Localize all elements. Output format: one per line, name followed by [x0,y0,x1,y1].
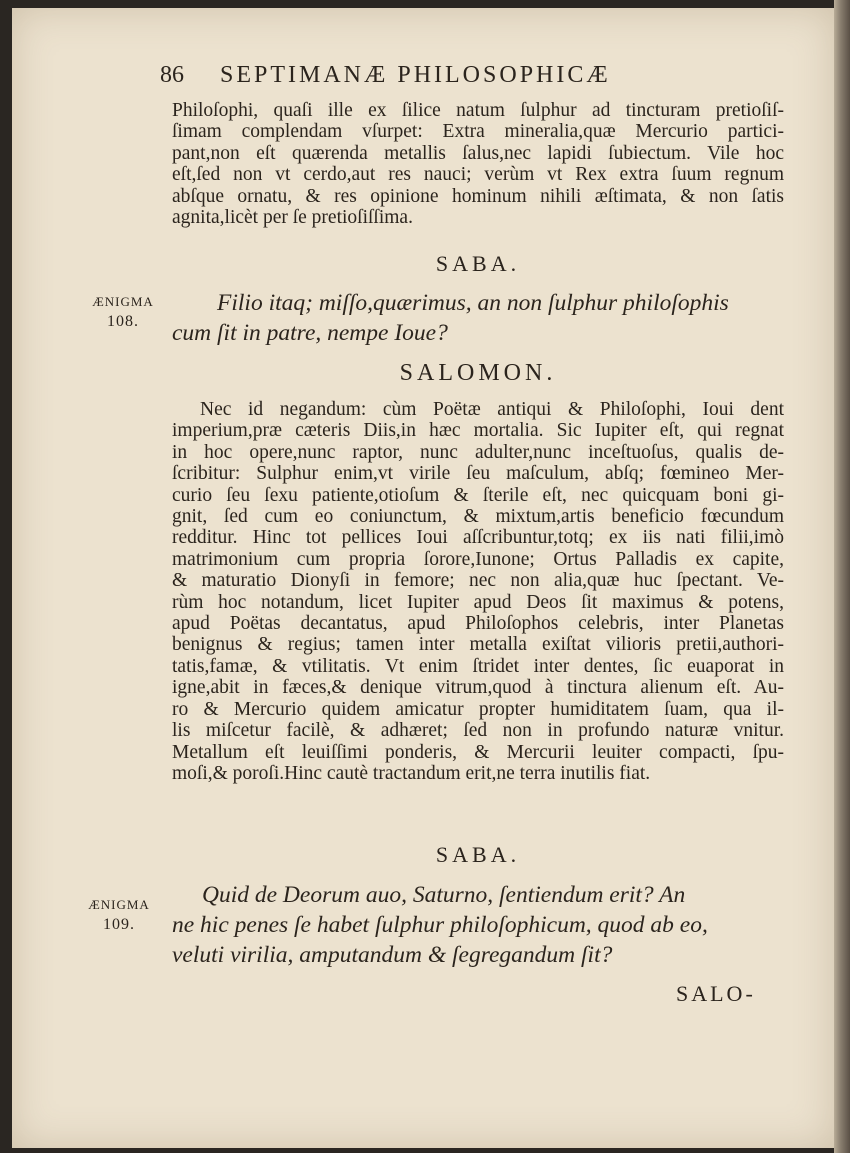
aenigma-number: 108. [107,313,139,330]
page-number: 86 [160,62,184,88]
text-line: redditur. Hinc tot pellices Ioui aſſcribuntur,totq; ex iis nati filii,imò [172,527,784,549]
text-line: benignus & regius; tamen inter metalla exiſtat vilioris pretii,authori- [172,634,784,656]
text-line: ro & Mercurio quidem amicatur propter humiditatem ſuam, qua il- [172,698,784,720]
text-line: curio ſeu ſexu patiente,otioſum & ſterile eſt, nec quicquam boni gi- [172,484,784,506]
text-line: & maturatio Dionyſi in femore; nec non alia,quæ huc ſpectant. Ve- [172,570,784,592]
text-line: apud Poëtas decantatus, apud Philoſophos celebris, inter Planetas [172,613,784,635]
text-line: in hoc opere,nunc raptor, nunc adulter,nunc inceſtuoſus, qualis de- [172,441,784,463]
question-line: Filio itaq; miſſo,quærimus, an non ſulphur philoſophis [217,290,729,316]
question-109 [172,880,784,970]
speaker-salomon: SALOMON. [399,360,557,386]
text-line: pant,non eſt quærenda metallis ſalus,nec lapidi ſubiectum. Vile hoc [172,142,784,164]
text-line: gnit, ſed cum eo coniunctum, & mixtum,artis beneficio fœcundum [172,506,784,528]
running-header [160,62,680,89]
text-line: moſi,& poroſi.Hinc cautè tractandum erit,ne terra inutilis fiat. [172,762,651,784]
text-line: agnita,licèt per ſe pretioſiſſima. [172,207,413,229]
aenigma-109-label [74,895,164,935]
text-line: matrimonium cum propria ſorore,Iunone; Ortus Palladis ex capite, [172,548,784,570]
text-line: ſcribitur: Sulphur enim,vt virile ſeu maſculum, abſq; fœmineo Mer- [172,463,784,485]
catchword: SALO- [676,981,756,1006]
text-line: Metallum eſt leuiſſimi ponderis, & Mercurii leuiter compacti, ſpu- [172,741,784,763]
text-line: Philoſophi, quaſi ille ex ſilice natum ſulphur ad tincturam pretioſiſ- [172,100,784,121]
aenigma-label: ÆNIGMA [92,294,154,309]
text-line: tatis,famæ, & vtilitatis. Vt enim ſtridet inter dentes, ſic euaporat in [172,655,784,677]
text-line: lis miſcetur facilè, & adhæret; ſed non in profundo naturæ vnitur. [172,720,784,742]
question-line: ne hic penes ſe habet ſulphur philoſophicum, quod ab eo, [172,912,708,938]
page-edge [834,0,850,1153]
running-title: SEPTIMANÆ PHILOSOPHICÆ [220,62,611,88]
question-line: Quid de Deorum auo, Saturno, ſentiendum erit? An [202,882,686,908]
question-line: veluti virilia, amputandum & ſegregandum ſit? [172,942,613,968]
text-line: ſimam complendam vſurpet: Extra mineralia,quæ Mercurio partici- [172,121,784,143]
text-line: eſt,ſed non vt cerdo,aut res nauci; verùm vt Rex extra ſuum regnum [172,164,784,186]
aenigma-number: 109. [103,916,135,933]
question-108 [172,288,784,348]
speaker-saba-2: SABA. [435,842,521,867]
question-line: cum ſit in patre, nempe Ioue? [172,320,448,346]
text-line: imperium,præ cæteris Diis,in hæc mortalia. Sic Iupiter eſt, qui regnat [172,420,784,442]
paragraph-1 [172,100,784,228]
text-line: igne,abit in fæces,& denique vitrum,quod à tinctura alienum eſt. Au- [172,677,784,699]
aenigma-label: ÆNIGMA [88,897,150,912]
paragraph-2 [172,399,784,784]
text-line: abſque ornatu, & res opinione hominum nihili æſtimata, & non ſatis [172,185,784,207]
speaker-saba: SABA. [435,251,521,276]
aenigma-108-label [78,292,168,332]
text-line: rùm hoc notandum, licet Iupiter apud Deos ſit maximus & potens, [172,591,784,613]
text-line: Nec id negandum: cùm Poëtæ antiqui & Philoſophi, Ioui dent [200,399,784,420]
